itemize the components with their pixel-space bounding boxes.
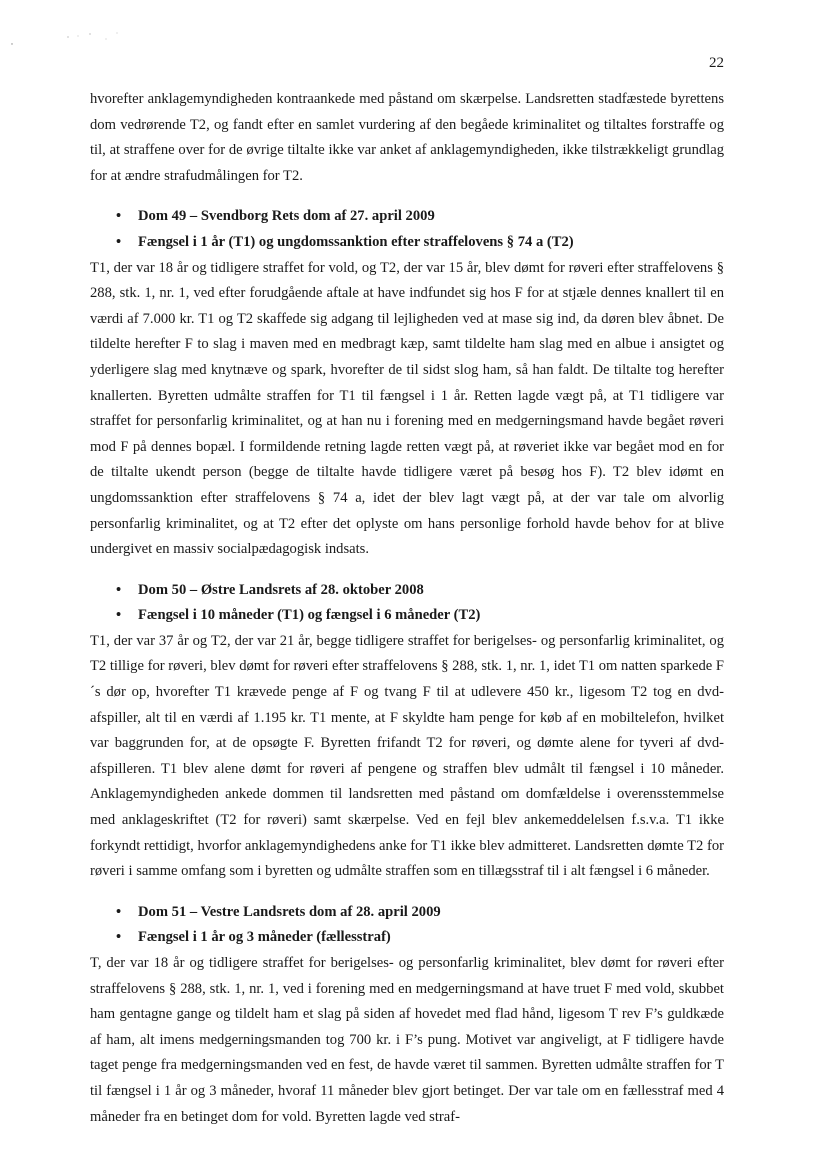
case-section-dom-51 bbox=[90, 900, 724, 1130]
case-heading-list bbox=[90, 204, 724, 255]
case-heading-text: Dom 49 – Svendborg Rets dom af 27. april 2009 bbox=[138, 208, 435, 225]
case-heading bbox=[90, 578, 724, 604]
case-heading bbox=[90, 900, 724, 926]
case-text: T, der var 18 år og tidligere straffet for berigelses- og personfarlig kriminalitet, blev dømt for røveri efter straffelovens § 288, stk. 1, nr. 1, ved i forening med en medgerningsmand at have truet F med vold, skubbet ham gentagne gange og tildelt ham et slag på siden af hovedet med flad hånd, ligesom T rev F’s guldkæde af ham, alt imens medgerningsmanden tog 700 kr. i F’s pung. Motivet var angiveligt, at F tidligere havde taget penge fra medgerningsmanden ved en fest, de havde været til sammen. Byretten udmålte straffen for T til fængsel i 1 år og 3 måneder, hvoraf 11 måneder blev gjort betinget. Der var tale om en fællesstraf med 4 måneder fra en betinget dom for vold. Byretten lagde ved straf- bbox=[90, 955, 724, 1125]
case-heading bbox=[90, 204, 724, 230]
bullet-icon: • bbox=[116, 581, 122, 598]
bullet-icon: • bbox=[116, 607, 122, 624]
scan-specks bbox=[10, 30, 130, 50]
case-heading-list bbox=[90, 900, 724, 951]
case-heading-list bbox=[90, 578, 724, 629]
intro-paragraph: hvorefter anklagemyndigheden kontraankede med påstand om skærpelse. Landsretten stadfæstede byrettens dom vedrørende T2, og fandt efter en samlet vurdering af den begåede kriminalitet og tiltaltes forstraffe og til, at straffene over for de øvrige tiltalte ikke var anket af anklagemyndigheden, ikke tilstrækkeligt grundlag for at ændre strafudmålingen for T2. bbox=[90, 91, 724, 184]
case-sanction bbox=[90, 230, 724, 256]
case-text: T1, der var 18 år og tidligere straffet for vold, og T2, der var 15 år, blev dømt for røveri efter straffelovens § 288, stk. 1, nr. 1, ved efter forudgående aftale at have indfundet sig hos F for at stjæle dennes knallert til en værdi af 7.000 kr. T1 og T2 skaffede sig adgang til lejligheden ved at mase sig ind, da døren blev åbnet. De tildelte herefter F to slag i maven med en medbragt kæp, samt tildelte ham slag med en albue i ansigtet og yderligere slag med knytnæve og spark, hvorefter de til sidst slog ham, så han faldt. De tiltalte tog herefter knallerten. Byretten udmålte straffen for T1 til fængsel i 1 år. Retten lagde vægt på, at T1 tidligere var straffet for personfarlig kriminalitet, og at han nu i forening med en medgerningsmand havde begået røveri mod F på dennes bopæl. I formildende retning lagde retten vægt på, at røveriet ikke var begået mod en for de tiltalte ukendt person (begge de tiltalte havde tidligere været på besøg hos F). T2 blev idømt en ungdomssanktion efter straffelovens § 74 a, idet der blev lagt vægt på, at der var tale om alvorlig personfarlig kriminalitet, og at T2 efter det oplyste om hans personlige forhold havde behov for at blive undergivet en massiv socialpædagogisk indsats. bbox=[90, 259, 724, 558]
bullet-icon: • bbox=[116, 233, 122, 250]
bullet-icon: • bbox=[116, 929, 122, 946]
case-heading-text: Dom 50 – Østre Landsrets af 28. oktober 2008 bbox=[138, 581, 424, 598]
case-sanction-text: Fængsel i 1 år (T1) og ungdomssanktion efter straffelovens § 74 a (T2) bbox=[138, 233, 574, 250]
case-sanction-text: Fængsel i 1 år og 3 måneder (fællesstraf) bbox=[138, 929, 391, 946]
case-section-dom-49 bbox=[90, 204, 724, 562]
case-sanction-text: Fængsel i 10 måneder (T1) og fængsel i 6 måneder (T2) bbox=[138, 607, 481, 624]
case-section-dom-50 bbox=[90, 578, 724, 885]
case-sanction bbox=[90, 603, 724, 629]
case-heading-text: Dom 51 – Vestre Landsrets dom af 28. april 2009 bbox=[138, 903, 441, 920]
case-text: T1, der var 37 år og T2, der var 21 år, begge tidligere straffet for berigelses- og personfarlig kriminalitet, og T2 tillige for røveri, blev dømt for røveri efter straffelovens § 288, stk. 1, nr. 1, idet T1 om natten sparkede F´s dør op, hvorefter T1 krævede penge af F og tvang F til at udlevere 450 kr., ligesom T2 tog en dvd-afspiller, alt til en værdi af 1.195 kr. T1 mente, at F skyldte ham penge for køb af en mobiltelefon, hvilket var baggrunden for, at de opsøgte F. Byretten frifandt T2 for røveri, og dømte alene for tyveri af dvd-afspilleren. T1 blev alene dømt for røveri af pengene og straffen blev udmålt til fængsel i 10 måneder. Anklagemyndigheden ankede dommen til landsretten med påstand om domfældelse i overensstemmelse med anklageskriftet (T2 for røveri) samt skærpelse. Ved en fejl blev ankemeddelelsen f.s.v.a. T1 ikke forkyndt rettidigt, hvorfor anklagemyndighedens anke for T1 ikke blev admitteret. Landsretten dømte T2 for røveri i samme omfang som i byretten og udmålte straffen som en tillægsstraf til i alt fængsel i 6 måneder. bbox=[90, 632, 724, 880]
bullet-icon: • bbox=[116, 208, 122, 225]
case-sanction bbox=[90, 925, 724, 951]
page-number: 22 bbox=[709, 55, 724, 71]
page-content bbox=[90, 87, 724, 1130]
bullet-icon: • bbox=[116, 903, 122, 920]
